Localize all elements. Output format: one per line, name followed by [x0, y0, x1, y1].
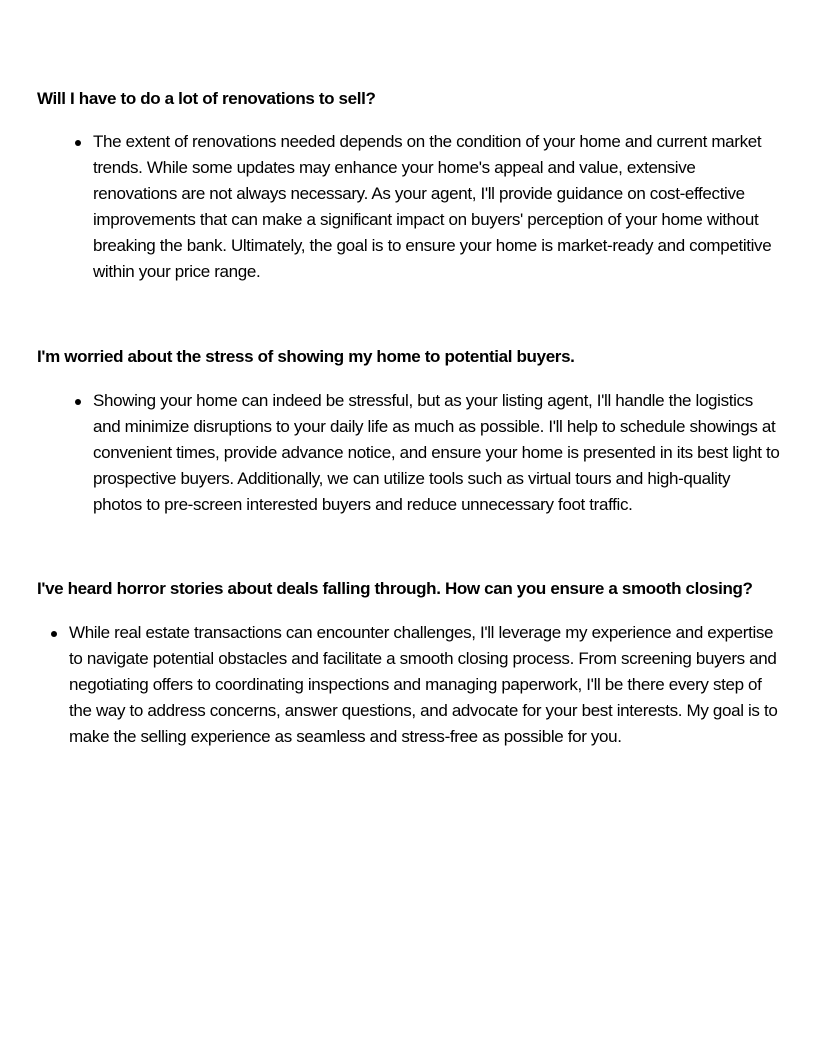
faq-answer-text: While real estate transactions can encounter challenges, I'll leverage my experience and expertise to navigate potential obstacles and facilitate a smooth closing process. From screening buyers and negotiating offers to coordinating inspections and managing paperwork, I'll be there every step of the way to address concerns, answer questions, and advocate for your best interests. My goal is to make the selling experience as seamless and stress-free as possible for you.	[69, 623, 778, 746]
faq-answer	[93, 129, 782, 285]
faq-question: I've heard horror stories about deals falling through. How can you ensure a smooth closing?	[37, 579, 753, 598]
faq-item-renovations	[37, 88, 782, 285]
faq-answer-list	[37, 129, 782, 285]
faq-question: Will I have to do a lot of renovations to sell?	[37, 89, 376, 108]
faq-item-showing-stress	[37, 346, 782, 518]
faq-answer-list	[37, 620, 782, 750]
faq-answer	[93, 388, 782, 518]
faq-answer	[69, 620, 782, 750]
bullet-icon	[75, 399, 81, 405]
faq-question: I'm worried about the stress of showing my home to potential buyers.	[37, 347, 575, 366]
faq-answer-list	[37, 388, 782, 518]
faq-answer-text: The extent of renovations needed depends on the condition of your home and current market trends. While some updates may enhance your home's appeal and value, extensive renovations are not always necessary. As your agent, I'll provide guidance on cost-effective improvements that can make a significant impact on buyers' perception of your home without breaking the bank. Ultimately, the goal is to ensure your home is market-ready and competitive within your price range.	[93, 132, 772, 281]
bullet-icon	[51, 631, 57, 637]
faq-item-smooth-closing	[37, 578, 782, 750]
bullet-icon	[75, 140, 81, 146]
faq-answer-text: Showing your home can indeed be stressful, but as your listing agent, I'll handle the logistics and minimize disruptions to your daily life as much as possible. I'll help to schedule showings at convenient times, provide advance notice, and ensure your home is presented in its best light to prospective buyers. Additionally, we can utilize tools such as virtual tours and high-quality photos to pre-screen interested buyers and reduce unnecessary foot traffic.	[93, 391, 780, 514]
